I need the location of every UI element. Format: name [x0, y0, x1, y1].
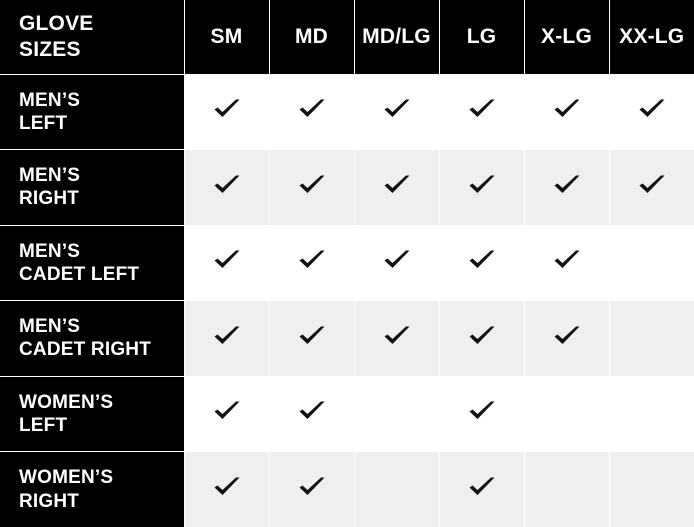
- availability-cell: [354, 376, 439, 452]
- availability-cell: [439, 301, 524, 377]
- checkmark-icon: [212, 396, 242, 426]
- table-row: [0, 376, 694, 452]
- row-label: [0, 376, 184, 452]
- row-label: [0, 150, 184, 226]
- row-label-line-1: WOMEN’S: [19, 467, 114, 489]
- checkmark-icon: [637, 170, 667, 200]
- availability-cell: [524, 74, 609, 150]
- availability-cell: [354, 225, 439, 301]
- table-row: [0, 452, 694, 527]
- checkmark-icon: [297, 321, 327, 351]
- availability-cell: [609, 225, 694, 301]
- checkmark-icon: [552, 245, 582, 275]
- availability-cell: [269, 225, 354, 301]
- availability-cell: [524, 376, 609, 452]
- availability-cell: [439, 452, 524, 527]
- row-label: [0, 301, 184, 377]
- row-label: [0, 74, 184, 150]
- column-header-md: MD: [269, 0, 354, 74]
- availability-cell: [524, 225, 609, 301]
- availability-cell: [609, 74, 694, 150]
- availability-cell: [609, 301, 694, 377]
- availability-cell: [354, 452, 439, 527]
- availability-cell: [184, 376, 269, 452]
- checkmark-icon: [552, 170, 582, 200]
- checkmark-icon: [212, 170, 242, 200]
- availability-cell: [184, 301, 269, 377]
- header-row: [0, 0, 694, 74]
- checkmark-icon: [552, 321, 582, 351]
- availability-cell: [269, 452, 354, 527]
- row-label-line-1: MEN’S: [19, 240, 81, 262]
- table-row: [0, 301, 694, 377]
- checkmark-icon: [297, 245, 327, 275]
- checkmark-icon: [212, 321, 242, 351]
- checkmark-icon: [467, 245, 497, 275]
- table-body: [0, 74, 694, 527]
- availability-cell: [609, 452, 694, 527]
- checkmark-icon: [637, 94, 667, 124]
- checkmark-icon: [382, 170, 412, 200]
- availability-cell: [269, 150, 354, 226]
- availability-cell: [184, 225, 269, 301]
- availability-cell: [184, 74, 269, 150]
- row-label-line-2: CADET LEFT: [19, 263, 140, 285]
- table-row: [0, 150, 694, 226]
- checkmark-icon: [382, 94, 412, 124]
- availability-cell: [609, 150, 694, 226]
- availability-cell: [609, 376, 694, 452]
- row-label-line-1: MEN’S: [19, 165, 81, 187]
- checkmark-icon: [297, 472, 327, 502]
- row-label-line-2: CADET RIGHT: [19, 339, 152, 361]
- availability-cell: [439, 225, 524, 301]
- row-label-line-1: MEN’S: [19, 89, 81, 111]
- checkmark-icon: [212, 472, 242, 502]
- checkmark-icon: [297, 170, 327, 200]
- table-row: [0, 74, 694, 150]
- checkmark-icon: [467, 472, 497, 502]
- availability-cell: [524, 452, 609, 527]
- column-header-md-lg: MD/LG: [354, 0, 439, 74]
- column-header-x-lg: X-LG: [524, 0, 609, 74]
- checkmark-icon: [297, 396, 327, 426]
- row-label-line-2: RIGHT: [19, 490, 80, 512]
- availability-cell: [269, 376, 354, 452]
- checkmark-icon: [467, 94, 497, 124]
- table-title: [0, 0, 184, 74]
- checkmark-icon: [212, 94, 242, 124]
- row-label-line-1: MEN’S: [19, 316, 81, 338]
- table-header: [0, 0, 694, 74]
- availability-cell: [354, 301, 439, 377]
- checkmark-icon: [467, 170, 497, 200]
- column-header-xx-lg: XX-LG: [609, 0, 694, 74]
- table-title-line-1: GLOVE: [19, 12, 94, 36]
- availability-cell: [184, 452, 269, 527]
- availability-cell: [184, 150, 269, 226]
- table-title-line-2: SIZES: [19, 37, 81, 61]
- checkmark-icon: [382, 321, 412, 351]
- availability-cell: [354, 150, 439, 226]
- availability-cell: [439, 376, 524, 452]
- availability-cell: [269, 74, 354, 150]
- checkmark-icon: [212, 245, 242, 275]
- row-label: [0, 452, 184, 527]
- availability-cell: [439, 74, 524, 150]
- checkmark-icon: [297, 94, 327, 124]
- availability-cell: [354, 74, 439, 150]
- row-label-line-2: LEFT: [19, 112, 68, 134]
- row-label: [0, 225, 184, 301]
- row-label-line-2: RIGHT: [19, 188, 80, 210]
- checkmark-icon: [467, 396, 497, 426]
- row-label-line-2: LEFT: [19, 414, 68, 436]
- table-row: [0, 225, 694, 301]
- column-header-lg: LG: [439, 0, 524, 74]
- column-header-sm: SM: [184, 0, 269, 74]
- checkmark-icon: [467, 321, 497, 351]
- availability-cell: [524, 150, 609, 226]
- checkmark-icon: [552, 94, 582, 124]
- availability-cell: [269, 301, 354, 377]
- availability-cell: [524, 301, 609, 377]
- row-label-line-1: WOMEN’S: [19, 391, 114, 413]
- checkmark-icon: [382, 245, 412, 275]
- availability-cell: [439, 150, 524, 226]
